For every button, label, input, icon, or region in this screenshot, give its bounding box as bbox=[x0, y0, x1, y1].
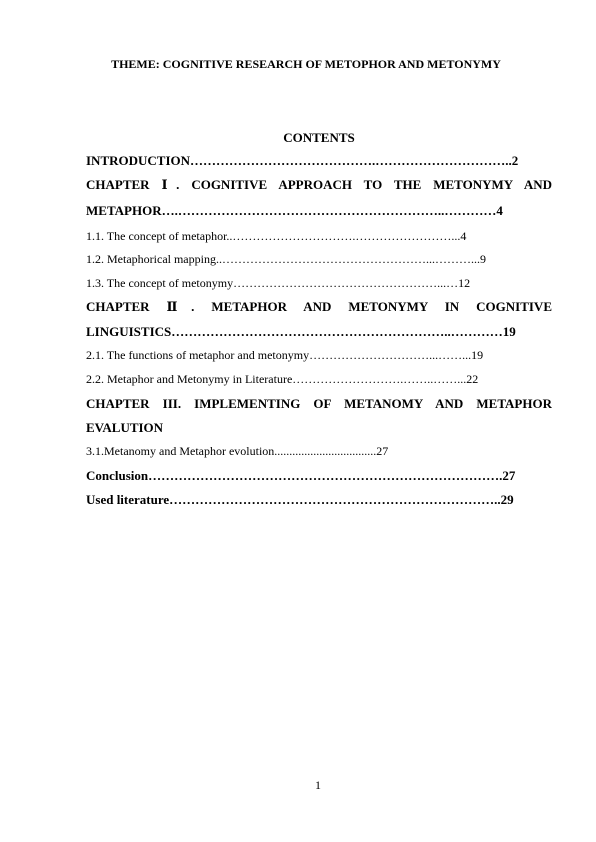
toc-entry-1-3: 1.3. The concept of metonymy……………………………………………...…12 bbox=[86, 276, 471, 290]
toc-entry-3-1: 3.1.Metanomy and Metaphor evolution..................................27 bbox=[86, 444, 389, 458]
contents-title: CONTENTS bbox=[283, 130, 355, 145]
toc-entry-conclusion: Conclusion……………………………………………………………………….27 bbox=[86, 468, 516, 483]
toc-entry-introduction: INTRODUCTION…………………………………….…………………………..2 bbox=[86, 153, 519, 168]
toc-entry-chapter2-continued: LINGUISTICS………………………………………………………..…………19 bbox=[86, 324, 516, 339]
toc-entry-chapter3-continued: EVALUTION bbox=[86, 420, 164, 435]
toc-entry-2-1: 2.1. The functions of metaphor and metonymy…………………………...……...19 bbox=[86, 348, 484, 362]
toc-entry-used-literature: Used literature…………………………………………………………………..29 bbox=[86, 492, 514, 507]
toc-entry-1-1: 1.1. The concept of metaphor..………………………….……………………...4 bbox=[86, 229, 467, 243]
toc-entry-chapter3-title: CHAPTER III. IMPLEMENTING OF METANOMY AND METAPHOR bbox=[86, 396, 552, 411]
toc-entry-2-2: 2.2. Metaphor and Metonymy in Literature……………………….……..……...22 bbox=[86, 372, 479, 386]
toc-entry-chapter2-title: CHAPTER Ⅱ. METAPHOR AND METONYMY IN COGNITIVE bbox=[86, 299, 552, 314]
page-number: 1 bbox=[315, 778, 321, 792]
toc-entry-1-2: 1.2. Metaphorical mapping..……………………………………………...………...9 bbox=[86, 252, 486, 266]
document-theme: THEME: COGNITIVE RESEARCH OF METOPHOR AND METONYMY bbox=[111, 57, 501, 71]
toc-entry-chapter1-continued: METAPHOR….……………………………………………………..…………4 bbox=[86, 203, 503, 218]
toc-entry-chapter1-title: CHAPTER Ⅰ. COGNITIVE APPROACH TO THE METONYMY AND bbox=[86, 177, 552, 192]
